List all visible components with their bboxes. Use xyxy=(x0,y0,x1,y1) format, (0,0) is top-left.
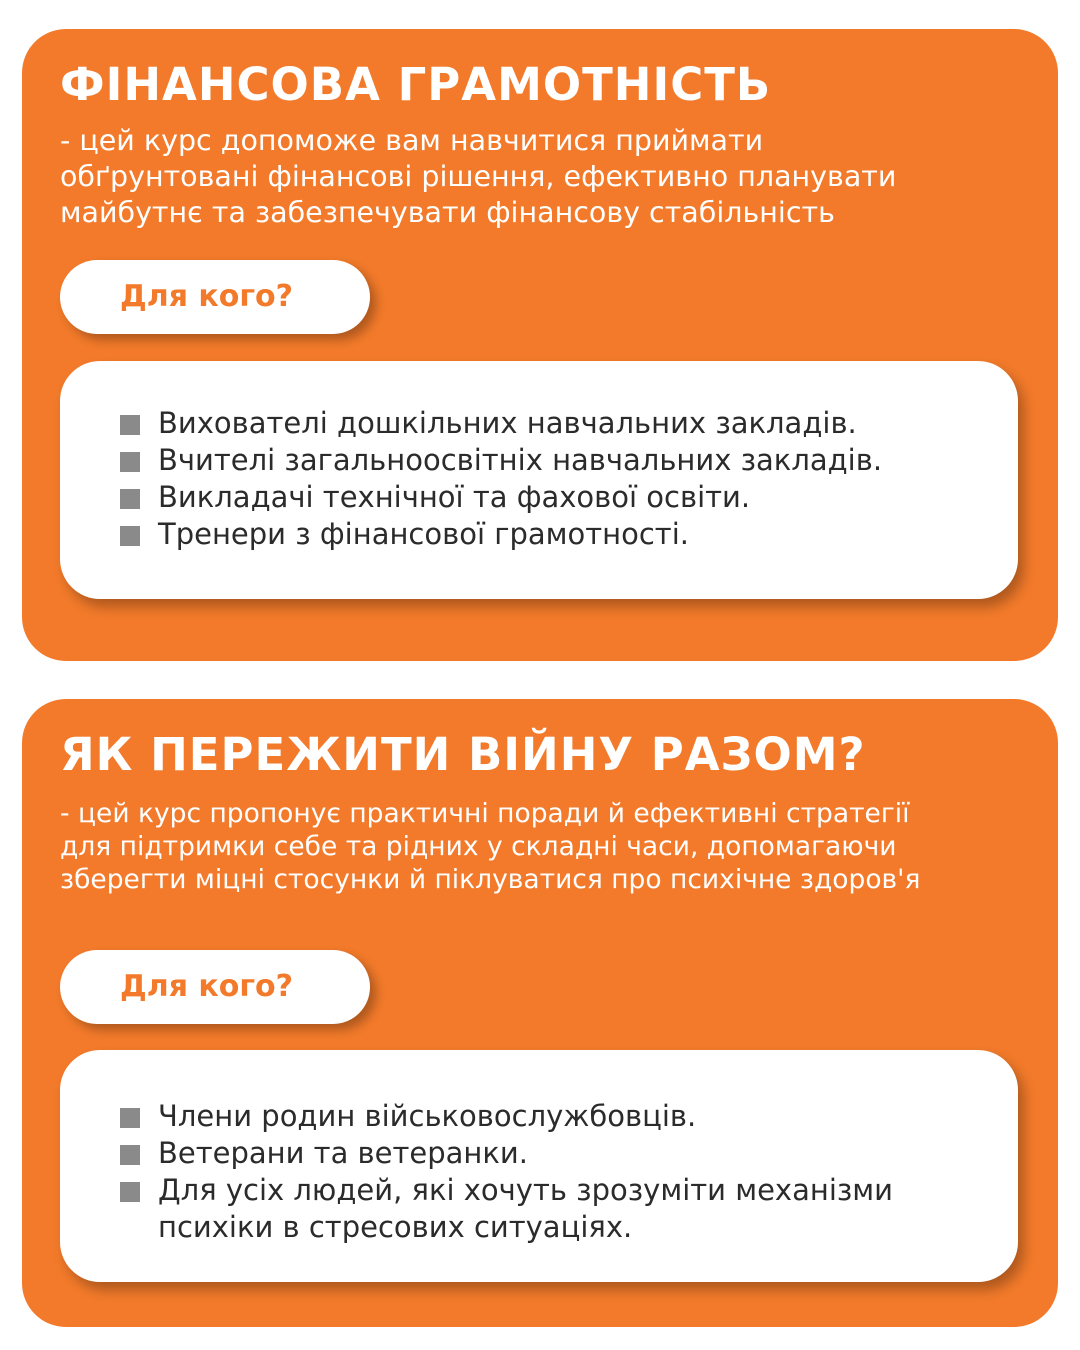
course-description-line: для підтримки себе та рідних у складні часи, допомагаючи xyxy=(60,831,897,862)
audience-list-item-text: Тренери з фінансової грамотності. xyxy=(158,517,689,551)
audience-list-item xyxy=(120,442,980,479)
audience-list-item-text: Ветерани та ветеранки. xyxy=(158,1136,528,1170)
audience-list xyxy=(120,1098,980,1246)
course-description-line: - цей курс допоможе вам навчитися приймати xyxy=(60,124,764,157)
audience-label: Для кого? xyxy=(120,969,294,1004)
audience-list-item xyxy=(120,479,980,516)
audience-list-item xyxy=(120,405,980,442)
course-description-line: майбутнє та забезпечувати фінансову стабільність xyxy=(60,196,835,229)
course-description-line: обґрунтовані фінансові рішення, ефективно планувати xyxy=(60,160,897,193)
square-bullet-icon xyxy=(120,415,140,435)
audience-list-item xyxy=(120,1172,980,1246)
audience-list-item-text: Вихователі дошкільних навчальних закладів. xyxy=(158,406,857,440)
square-bullet-icon xyxy=(120,1182,140,1202)
audience-list-item-text: Для усіх людей, які хочуть зрозуміти механізми психіки в стресових ситуаціях. xyxy=(158,1173,894,1244)
audience-list-box xyxy=(60,1050,1018,1282)
audience-label-pill xyxy=(60,260,370,334)
audience-list-box xyxy=(60,361,1018,599)
audience-list-item-text: Викладачі технічної та фахової освіти. xyxy=(158,480,751,514)
course-title: ФІНАНСОВА ГРАМОТНІСТЬ xyxy=(60,58,772,111)
audience-label-pill xyxy=(60,950,370,1024)
audience-label: Для кого? xyxy=(120,279,294,314)
audience-list-item xyxy=(120,1098,980,1135)
square-bullet-icon xyxy=(120,452,140,472)
audience-list-item-text: Члени родин військовослужбовців. xyxy=(158,1099,697,1133)
audience-list-item xyxy=(120,516,980,553)
course-card-survive-war-together xyxy=(22,699,1058,1327)
square-bullet-icon xyxy=(120,1108,140,1128)
course-description xyxy=(60,797,1050,896)
course-title: ЯК ПЕРЕЖИТИ ВІЙНУ РАЗОМ? xyxy=(60,728,866,781)
course-card-financial-literacy xyxy=(22,29,1058,661)
course-description-line: - цей курс пропонує практичні поради й ефективні стратегії xyxy=(60,798,910,829)
audience-list xyxy=(120,405,980,553)
course-description-line: зберегти міцні стосунки й піклуватися про психічне здоров'я xyxy=(60,864,921,895)
audience-list-item xyxy=(120,1135,980,1172)
square-bullet-icon xyxy=(120,526,140,546)
square-bullet-icon xyxy=(120,1145,140,1165)
audience-list-item-text: Вчителі загальноосвітніх навчальних закладів. xyxy=(158,443,883,477)
square-bullet-icon xyxy=(120,489,140,509)
course-description xyxy=(60,123,1050,231)
